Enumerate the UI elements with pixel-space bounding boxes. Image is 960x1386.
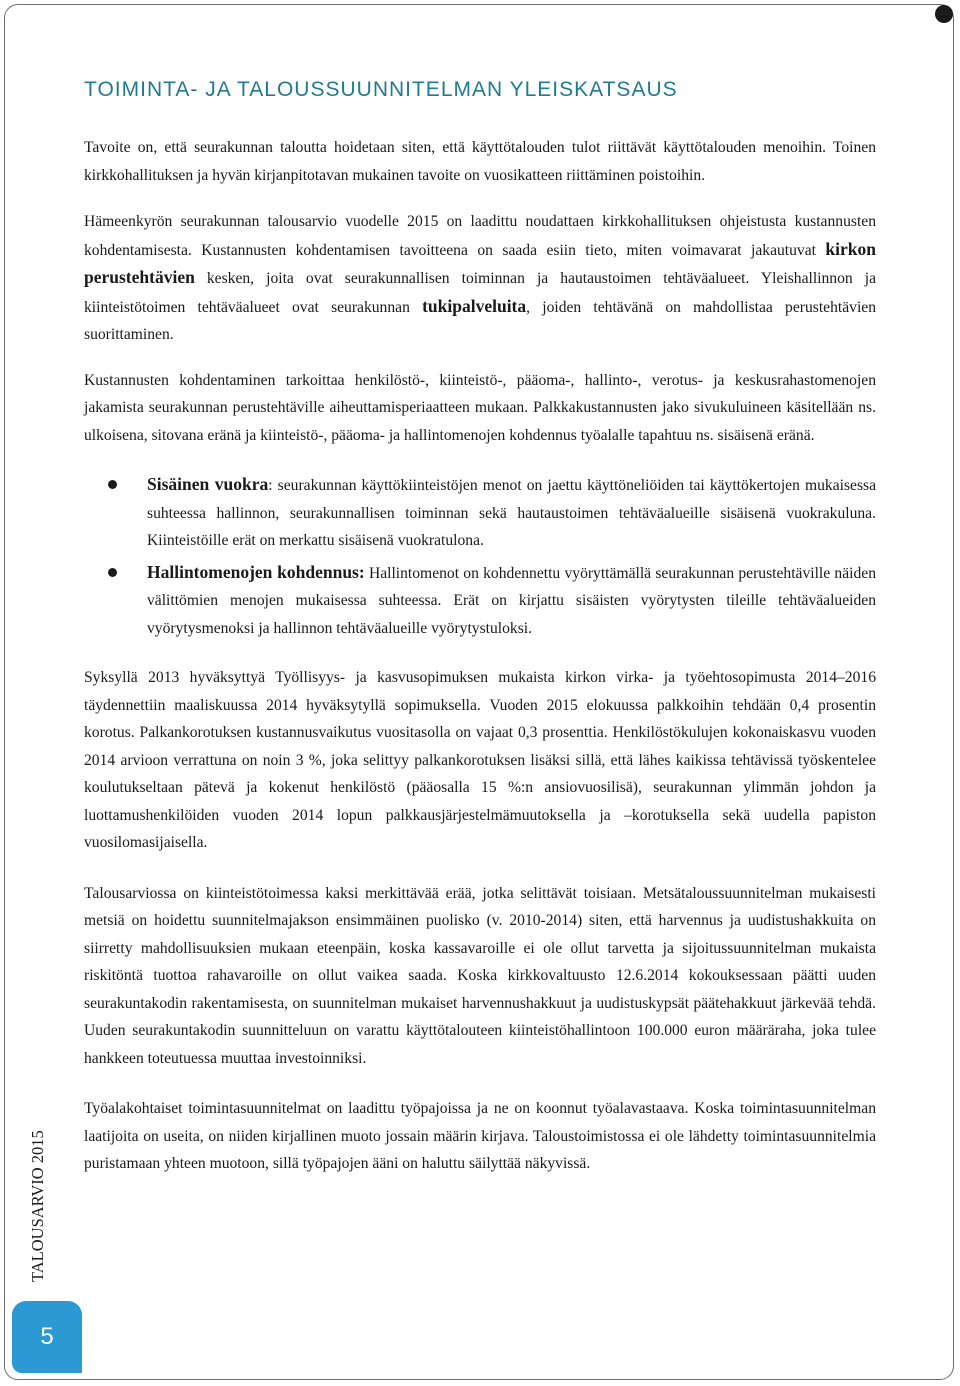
emphasis-core-tasks: kirkon perustehtävien (84, 238, 876, 287)
bullet-term: Hallintomenojen kohdennus: (147, 561, 365, 582)
list-item (84, 471, 876, 555)
paragraph-goal: Tavoite on, että seurakunnan taloutta hoidetaan siten, että käyttötalouden tulot riittävät käyttötalouden menoihin. Toinen kirkkohallituksen ja hyvän kirjanpitotavan mukainen tavoite on vuosikatteen riittäminen poistoihin. (84, 139, 876, 184)
paragraph-text: , joiden tehtävänä on mahdollistaa perustehtävien suorittaminen. (84, 298, 876, 343)
paragraph-cost-definition: Kustannusten kohdentaminen tarkoittaa henkilöstö-, kiinteistö-, pääoma-, hallinto-, verotus- ja keskusrahastomenojen jakamista seurakunnan perustehtäville aiheuttamisperiaatteen mukaan. Palkkakustannusten jako sivukuluineen käsitellään ns. ulkoisena, sitovana eränä ja kiinteistö-, pääoma- ja hallintomenojen kohdennus työalalle tapahtuu ns. sisäisenä eränä. (84, 371, 876, 444)
bullet-icon (108, 568, 117, 577)
page-heading: TOIMINTA- JA TALOUSSUUNNITELMAN YLEISKATSAUS (84, 78, 678, 101)
page-number-badge (12, 1301, 82, 1373)
emphasis-support-services: tukipalveluita (422, 295, 527, 316)
paragraph-salaries: Syksyllä 2013 hyväksyttyä Työllisyys- ja kasvusopimuksen mukaista kirkon virka- ja työehtosopimusta 2014–2016 täydennettiin maaliskuussa 2014 hyväksytyllä sopimuksella. Vuoden 2015 elokuussa palkkoihin tehdään 0,4 prosentin korotus. Palkankorotuksen kustannusvaikutus vuositasolla on vajaat 0,3 prosenttia. Henkilöstökulujen kokonaiskasvu vuoden 2014 arvioon verrattuna on noin 3 %, joka selittyy palkankorotuksen lisäksi sillä, että lähes kaikissa tehtävissä työskentelee koulutukseltaan pätevä ja kokenut henkilöstö (pääosalla 15 %:n ansiovuosilisä), seurakunnan ylimmän johdon ja luottamushenkilöiden vuoden 2014 lopun palkkausjärjestelmämuutoksella ja –korotuksella sekä uudella papiston vuosilomasijaisella. (84, 669, 876, 851)
bullet-text: Hallintomenot on kohdennettu vyöryttämällä seurakunnan perustehtäville näiden välittömien menojen mukaisessa suhteessa. Erät on kirjattu sisäisten vyörytysten tileille tehtäväalueiden vyörytysmenoksi ja hallinnon tehtäväalueille vyörytystuloksi. (147, 564, 876, 637)
corner-dot-icon (935, 5, 953, 23)
paragraph-work-plans: Työalakohtaiset toimintasuunnitelmat on laadittu työpajoissa ja ne on koonnut työalavastaava. Koska toimintasuunnitelman laatijoita on useita, on niiden kirjallinen muoto jossain määrin kirjava. Taloustoimistossa ei ole lähdetty toimintasuunnitelmia puristamaan yhteen muotoon, sillä työpajojen ääni on haluttu säilyttää näkyvissä. (84, 1100, 876, 1172)
body-text (84, 134, 876, 1196)
paragraph-property: Talousarviossa on kiinteistötoimessa kaksi merkittävää erää, jotka selittävät toisiaan. Metsätaloussuunnitelman mukaisesti metsiä on hoidettu suunnitelmajakson ensimmäinen puolisko (v. 2010-2014) siten, että harvennus ja uudistushakkuita on siirretty mahdollisuuksien mukaan eteenpäin, koska kassavaroille ei ole ollut tarvetta ja sijoitussuunnitelman mukaista riskitöntä tuottoa rahavaroille on ollut vaikea saada. Koska kirkkovaltuusto 12.6.2014 kokouksessaan päätti uuden seurakuntakodin rakentamisesta, on suunnitelman mukaiset harvennushakkuut ja uudistuskypsät päätehakkuut järkevää tehdä. Uuden seurakuntakodin suunnitteluun on varattu käyttötalouteen kiinteistöhallintoon 100.000 euron määräraha, joka tulee hankkeen toteutuessa muuttaa investoinniksi. (84, 884, 876, 1067)
paragraph-cost-allocation (84, 208, 876, 349)
page-number: 5 (40, 1323, 54, 1350)
list-item (84, 559, 876, 643)
bullet-text: : seurakunnan käyttökiinteistöjen menot on jaettu käyttöneliöiden tai käyttökertojen mukaisessa suhteessa hallinnon, seurakunnallisen toiminnan sekä hautaustoimen tehtäväalueille sisäisenä vuokrakuluna. Kiinteistöille erät on merkattu sisäisenä vuokratulona. (147, 477, 876, 549)
paragraph-text: kesken, joita ovat seurakunnallisen toiminnan ja hautaustoimen tehtäväalueet. Yleishallinnon ja kiinteistötoimen tehtäväalueet ovat seurakunnan (84, 270, 876, 316)
bullet-icon (108, 480, 117, 489)
paragraph-text: Hämeenkyrön seurakunnan talousarvio vuodelle 2015 on laadittu noudattaen kirkkohallituksen ohjeistusta kustannusten kohdentamisesta. Kustannusten kohdentamisen tavoitteena on saada esiin tieto, miten voimavarat jakautuvat (84, 213, 876, 259)
bullet-term: Sisäinen vuokra (147, 474, 269, 494)
bullet-list (84, 471, 876, 642)
side-label: TALOUSARVIO 2015 (28, 1130, 47, 1282)
